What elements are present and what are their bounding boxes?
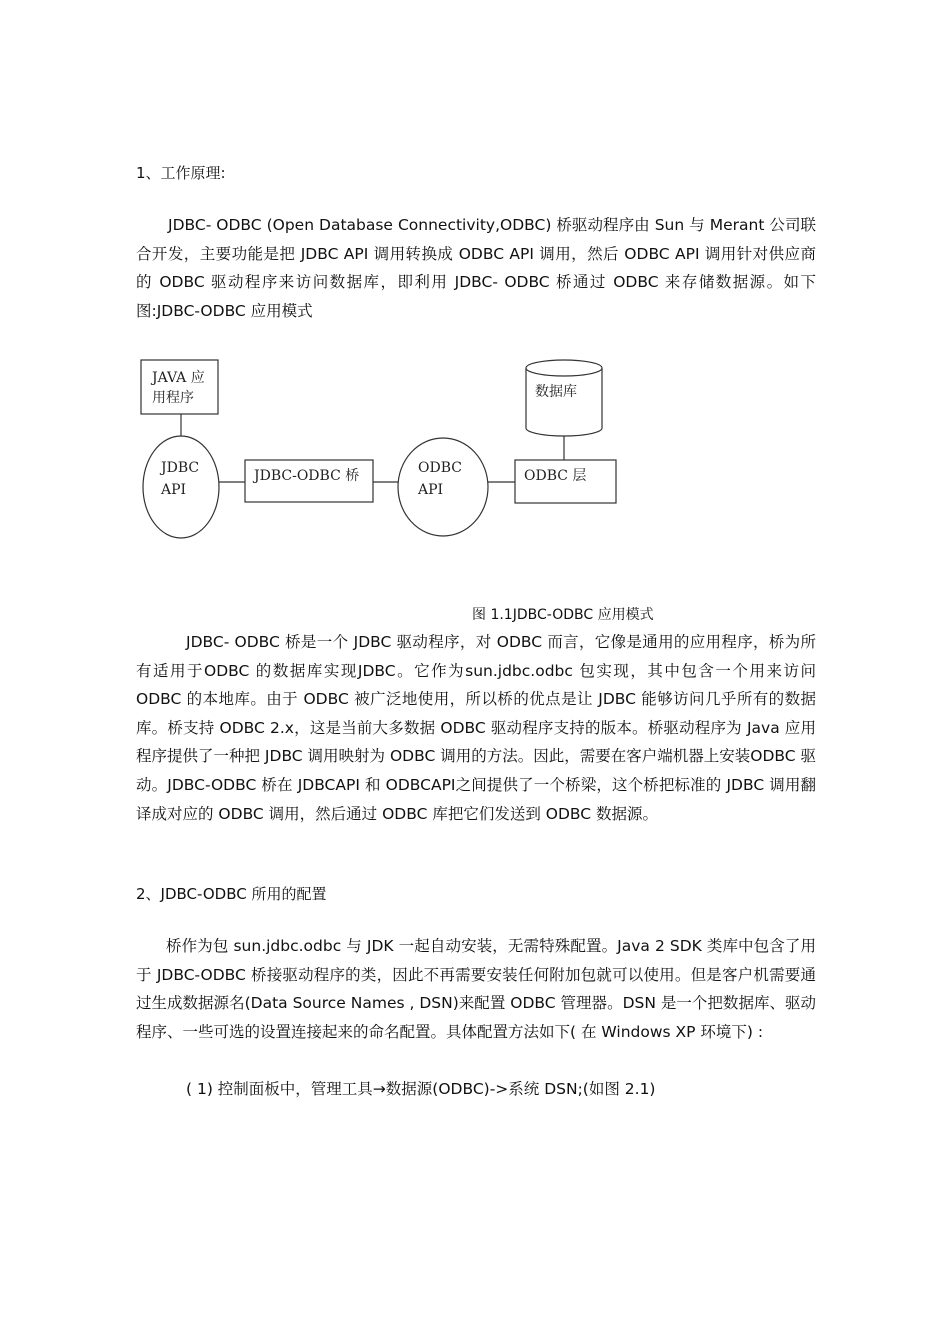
- section-1-paragraph-2: JDBC- ODBC 桥是一个 JDBC 驱动程序，对 ODBC 而言，它像是通用的应用程序，桥为所有适用于ODBC 的数据库实现JDBC。它作为sun.jdbc.odbc 包实现，其中包含一个用来访问 ODBC 的本地库。由于 ODBC 被广泛地使用，所以桥的优点是让 JDBC 能够访问几乎所有的数据库。桥支持 ODBC 2.x，这是当前大多数据 ODBC 驱动程序支持的版本。桥驱动程序为 Java 应用程序提供了一种把 JDBC 调用映射为 ODBC 调用的方法。因此，需要在客户端机器上安装ODBC 驱动。JDBC-ODBC 桥在 JDBCAPI 和 ODBCAPI之间提供了一个桥梁，这个桥把标准的 JDBC 调用翻译成对应的 ODBC 调用，然后通过 ODBC 库把它们发送到 ODBC 数据源。: [136, 633, 816, 823]
- jdbc-odbc-architecture-diagram: [130, 348, 630, 548]
- section-2-paragraph-1: 桥作为包 sun.jdbc.odbc 与 JDK 一起自动安装，无需特殊配置。Java 2 SDK 类库中包含了用于 JDBC-ODBC 桥接驱动程序的类，因此不再需要安装任何附加包就可以使用。但是客户机需要通过生成数据源名(Data Source Names , DSN)来配置 ODBC 管理器。DSN 是一个把数据库、驱动程序、一些可选的设置连接起来的命名配置。具体配置方法如下( 在 Windows XP 环境下) :: [136, 937, 816, 1041]
- odbc-layer-label: ODBC 层: [524, 468, 587, 484]
- database-label: 数据库: [535, 384, 577, 400]
- odbc-api-label-line1: ODBC: [418, 460, 462, 476]
- java-app-label-line1: JAVA 应: [152, 370, 205, 386]
- bridge-label: JDBC-ODBC 桥: [254, 468, 360, 484]
- jdbc-api-label-line2: API: [161, 482, 187, 498]
- section-1-paragraph-1: JDBC- ODBC (Open Database Connectivity,ODBC) 桥驱动程序由 Sun 与 Merant 公司联合开发，主要功能是把 JDBC API 调用转换成 ODBC API 调用，然后 ODBC API 调用针对供应商的 ODBC 驱动程序来访问数据库，即利用 JDBC- ODBC 桥通过 ODBC 来存储数据源。如下图:JDBC-ODBC 应用模式: [136, 216, 816, 320]
- section-1-heading: 1、工作原理:: [136, 164, 226, 182]
- section-2-heading: 2、JDBC-ODBC 所用的配置: [136, 885, 327, 903]
- java-app-label-line2: 用程序: [152, 390, 194, 406]
- figure-1-1-caption: 图 1.1JDBC-ODBC 应用模式: [472, 607, 654, 623]
- config-step-1: ( 1) 控制面板中，管理工具→数据源(ODBC)->系统 DSN;(如图 2.1): [186, 1080, 656, 1098]
- odbc-api-label-line2: API: [418, 482, 444, 498]
- jdbc-api-label-line1: JDBC: [161, 460, 200, 476]
